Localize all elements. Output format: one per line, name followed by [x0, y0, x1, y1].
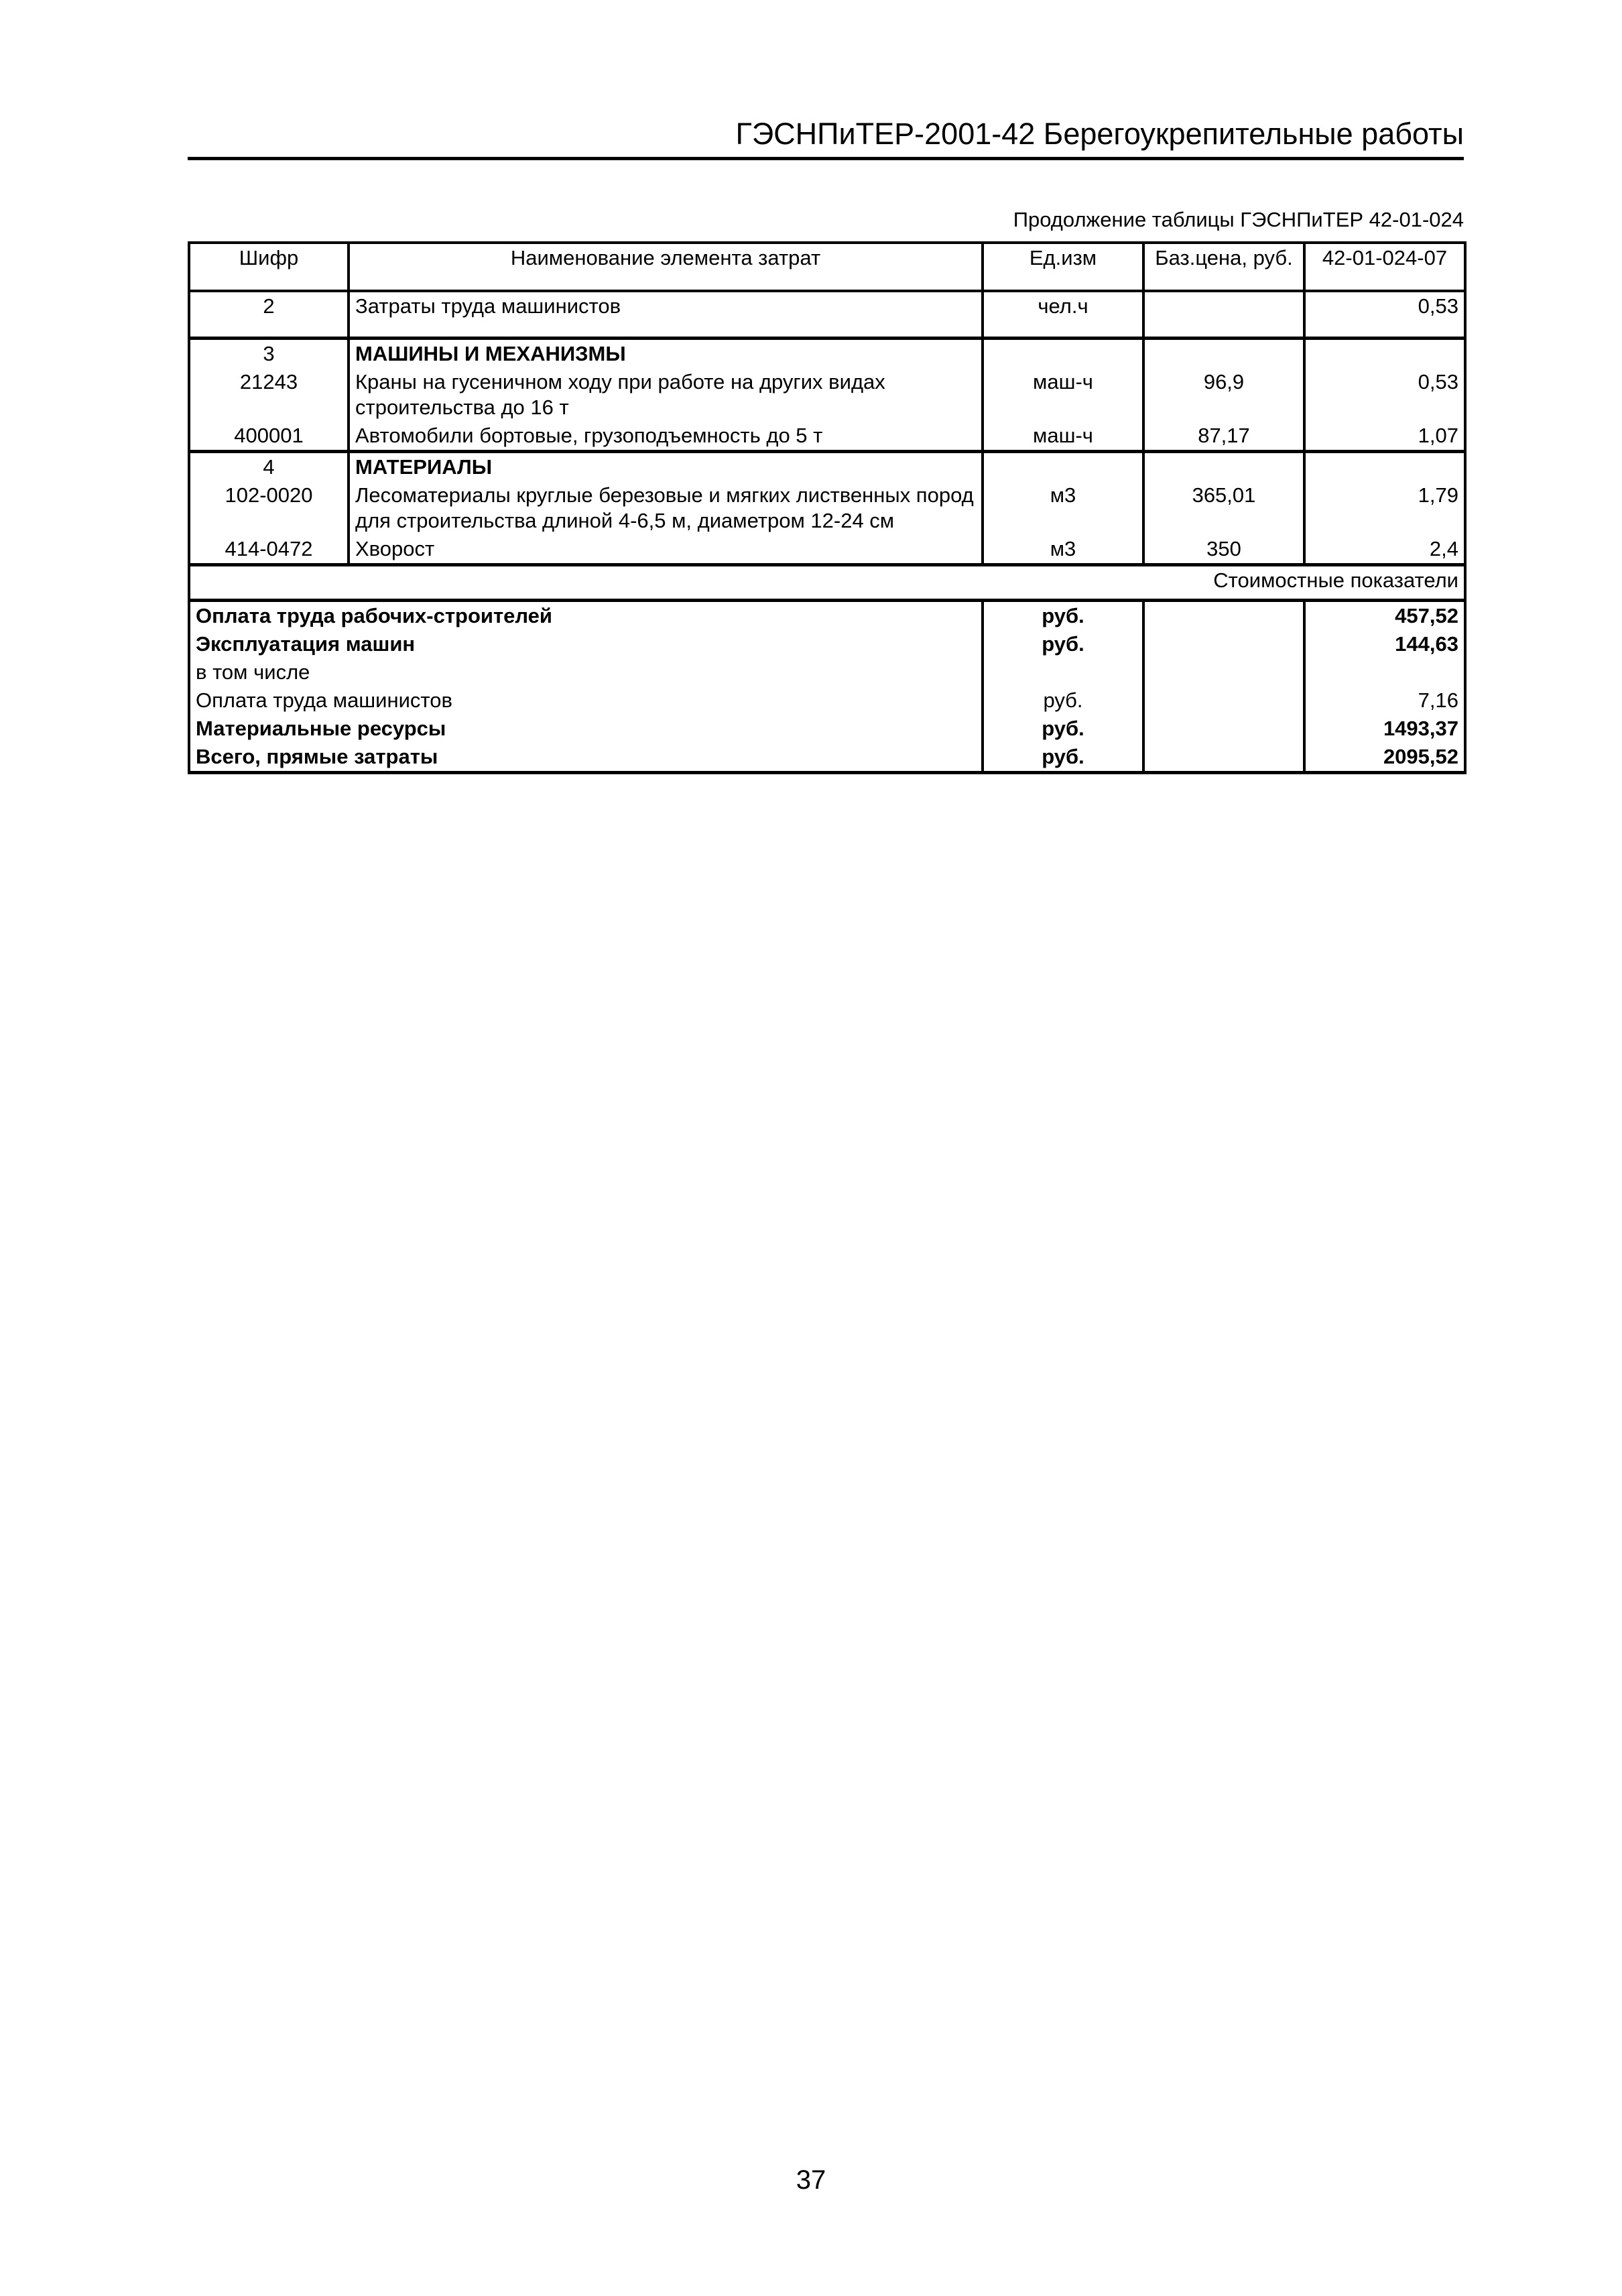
row-value: 1,07	[1304, 422, 1465, 452]
row-code: 414-0472	[189, 535, 349, 565]
column-header-unit: Ед.изм	[983, 243, 1143, 291]
document-title: ГЭСНПиТЕР-2001-42 Берегоукрепительные работы	[735, 117, 1464, 151]
row-price: 350	[1143, 535, 1304, 565]
row-code: 21243	[189, 368, 349, 422]
cost-value: 7,16	[1304, 686, 1465, 715]
row-code: 2	[189, 291, 349, 320]
section-code: 3	[189, 339, 349, 369]
table-spacer	[189, 320, 1465, 339]
cost-row	[189, 601, 1465, 631]
row-unit: чел.ч	[983, 291, 1143, 320]
table-row	[189, 291, 1465, 320]
row-value: 2,4	[1304, 535, 1465, 565]
section-header-machines	[189, 339, 1465, 369]
row-value: 0,53	[1304, 368, 1465, 422]
table-row	[189, 535, 1465, 565]
row-name: Затраты труда машинистов	[349, 291, 983, 320]
column-header-price: Баз.цена, руб.	[1143, 243, 1304, 291]
cost-row	[189, 630, 1465, 658]
row-price: 96,9	[1143, 368, 1304, 422]
row-value: 1,79	[1304, 481, 1465, 535]
cost-row	[189, 743, 1465, 773]
document-header	[188, 115, 1464, 160]
cost-row	[189, 715, 1465, 743]
row-unit: м3	[983, 481, 1143, 535]
cost-indicators-row	[189, 565, 1465, 601]
cost-value: 1493,37	[1304, 715, 1465, 743]
cost-name: Оплата труда машинистов	[189, 686, 983, 715]
column-header-code: Шифр	[189, 243, 349, 291]
page-number: 37	[796, 2165, 826, 2195]
row-price: 87,17	[1143, 422, 1304, 452]
cost-name: Эксплуатация машин	[189, 630, 983, 658]
cost-unit: руб.	[983, 715, 1143, 743]
table-row	[189, 481, 1465, 535]
cost-name: Оплата труда рабочих-строителей	[189, 601, 983, 631]
row-unit: маш-ч	[983, 368, 1143, 422]
section-header-materials	[189, 452, 1465, 482]
cost-value: 2095,52	[1304, 743, 1465, 773]
cost-name: Материальные ресурсы	[189, 715, 983, 743]
column-header-value: 42-01-024-07	[1304, 243, 1465, 291]
cost-unit: руб.	[983, 686, 1143, 715]
row-unit: маш-ч	[983, 422, 1143, 452]
cost-name: Всего, прямые затраты	[189, 743, 983, 773]
section-title: МАШИНЫ И МЕХАНИЗМЫ	[349, 339, 983, 369]
section-code: 4	[189, 452, 349, 482]
row-name: Хворост	[349, 535, 983, 565]
table-caption: Продолжение таблицы ГЭСНПиТЕР 42-01-024	[1013, 208, 1464, 231]
row-price	[1143, 291, 1304, 320]
row-price: 365,01	[1143, 481, 1304, 535]
section-title: МАТЕРИАЛЫ	[349, 452, 983, 482]
cost-unit: руб.	[983, 743, 1143, 773]
table-row	[189, 368, 1465, 422]
cost-row	[189, 658, 1465, 686]
cost-value	[1304, 658, 1465, 686]
cost-table	[188, 241, 1467, 774]
row-code: 102-0020	[189, 481, 349, 535]
table-header-row	[189, 243, 1465, 291]
cost-value: 144,63	[1304, 630, 1465, 658]
row-value: 0,53	[1304, 291, 1465, 320]
row-name: Лесоматериалы круглые березовые и мягких лиственных пород для строительства длиной 4-6,5 м, диаметром 12-24 см	[349, 481, 983, 535]
row-unit: м3	[983, 535, 1143, 565]
cost-unit: руб.	[983, 630, 1143, 658]
cost-indicators-label: Стоимостные показатели	[189, 565, 1465, 601]
cost-value: 457,52	[1304, 601, 1465, 631]
row-name: Автомобили бортовые, грузоподъемность до 5 т	[349, 422, 983, 452]
cost-unit: руб.	[983, 601, 1143, 631]
table-row	[189, 422, 1465, 452]
cost-unit	[983, 658, 1143, 686]
column-header-name: Наименование элемента затрат	[349, 243, 983, 291]
row-name: Краны на гусеничном ходу при работе на других видах строительства до 16 т	[349, 368, 983, 422]
cost-name: в том числе	[189, 658, 983, 686]
cost-row	[189, 686, 1465, 715]
row-code: 400001	[189, 422, 349, 452]
